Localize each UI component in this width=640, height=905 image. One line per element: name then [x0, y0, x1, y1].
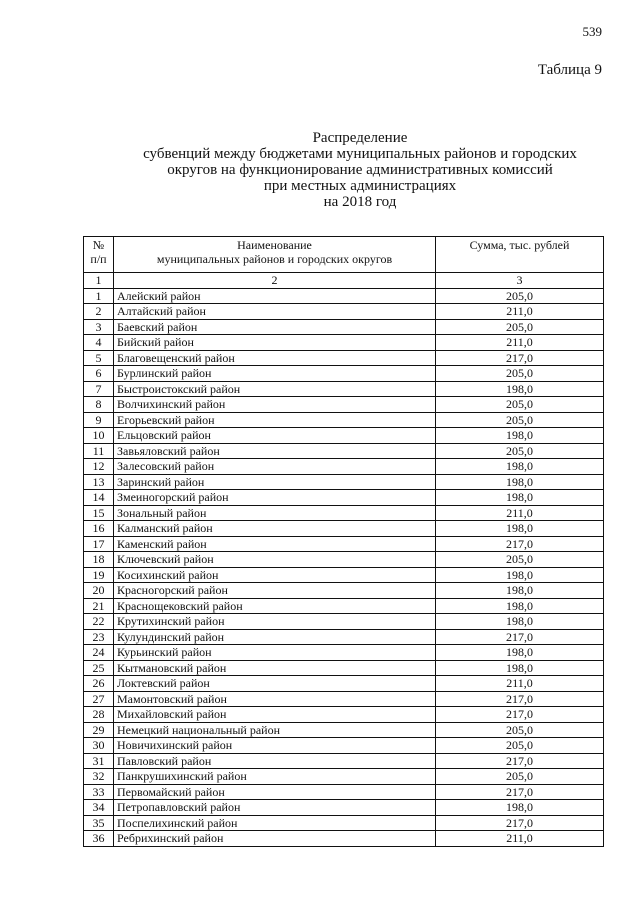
row-number: 14 [84, 490, 114, 506]
column-number: 3 [436, 273, 604, 289]
row-number: 15 [84, 505, 114, 521]
row-district-name: Новичихинский район [114, 738, 436, 754]
row-amount: 205,0 [436, 397, 604, 413]
table-row [84, 521, 604, 537]
row-district-name: Благовещенский район [114, 350, 436, 366]
table-row [84, 707, 604, 723]
row-amount: 217,0 [436, 707, 604, 723]
row-amount: 217,0 [436, 753, 604, 769]
row-amount: 205,0 [436, 288, 604, 304]
row-amount: 198,0 [436, 645, 604, 661]
row-amount: 205,0 [436, 552, 604, 568]
table-label: Таблица 9 [537, 62, 602, 78]
row-amount: 198,0 [436, 800, 604, 816]
table-row [84, 474, 604, 490]
row-district-name: Быстроистокский район [114, 381, 436, 397]
row-amount: 205,0 [436, 769, 604, 785]
row-number: 29 [84, 722, 114, 738]
table-row [84, 567, 604, 583]
table-row [84, 304, 604, 320]
row-district-name: Каменский район [114, 536, 436, 552]
row-number: 19 [84, 567, 114, 583]
table-row [84, 614, 604, 630]
row-number: 30 [84, 738, 114, 754]
row-amount: 211,0 [436, 335, 604, 351]
row-number: 21 [84, 598, 114, 614]
table-row [84, 676, 604, 692]
table-row [84, 753, 604, 769]
table-row [84, 459, 604, 475]
row-number: 12 [84, 459, 114, 475]
row-number: 28 [84, 707, 114, 723]
row-number: 22 [84, 614, 114, 630]
heading-line: округов на функционирование административных комиссий [167, 162, 553, 178]
header-name-line1: Наименование [237, 238, 312, 252]
heading-line: субвенций между бюджетами муниципальных районов и городских [143, 146, 577, 162]
row-district-name: Волчихинский район [114, 397, 436, 413]
row-number: 7 [84, 381, 114, 397]
row-number: 23 [84, 629, 114, 645]
header-name [114, 237, 436, 273]
header-sum: Сумма, тыс. рублей [436, 237, 604, 273]
row-number: 34 [84, 800, 114, 816]
row-number: 9 [84, 412, 114, 428]
row-amount: 205,0 [436, 738, 604, 754]
row-amount: 217,0 [436, 629, 604, 645]
row-district-name: Павловский район [114, 753, 436, 769]
table-row [84, 319, 604, 335]
row-amount: 211,0 [436, 831, 604, 847]
row-district-name: Калманский район [114, 521, 436, 537]
heading-line: на 2018 год [323, 194, 397, 210]
row-amount: 198,0 [436, 583, 604, 599]
row-amount: 198,0 [436, 428, 604, 444]
row-district-name: Красногорский район [114, 583, 436, 599]
row-district-name: Егорьевский район [114, 412, 436, 428]
table-row [84, 800, 604, 816]
table-row [84, 412, 604, 428]
row-amount: 217,0 [436, 691, 604, 707]
row-district-name: Локтевский район [114, 676, 436, 692]
table-row [84, 738, 604, 754]
subvention-table [83, 236, 604, 847]
row-district-name: Алтайский район [114, 304, 436, 320]
row-district-name: Мамонтовский район [114, 691, 436, 707]
row-district-name: Змеиногорский район [114, 490, 436, 506]
table-row [84, 428, 604, 444]
table-row [84, 381, 604, 397]
row-amount: 198,0 [436, 660, 604, 676]
row-district-name: Петропавловский район [114, 800, 436, 816]
document-heading [80, 130, 640, 210]
row-district-name: Завьяловский район [114, 443, 436, 459]
row-number: 11 [84, 443, 114, 459]
table-row [84, 505, 604, 521]
row-amount: 211,0 [436, 676, 604, 692]
row-number: 4 [84, 335, 114, 351]
row-number: 31 [84, 753, 114, 769]
table-row [84, 629, 604, 645]
row-district-name: Панкрушихинский район [114, 769, 436, 785]
row-number: 24 [84, 645, 114, 661]
row-number: 36 [84, 831, 114, 847]
row-district-name: Поспелихинский район [114, 815, 436, 831]
row-amount: 198,0 [436, 567, 604, 583]
table-row [84, 660, 604, 676]
row-amount: 217,0 [436, 350, 604, 366]
column-number-row [84, 273, 604, 289]
row-number: 13 [84, 474, 114, 490]
row-district-name: Зональный район [114, 505, 436, 521]
table-row [84, 598, 604, 614]
row-district-name: Краснощековский район [114, 598, 436, 614]
heading-line: Распределение [312, 130, 408, 146]
row-number: 10 [84, 428, 114, 444]
row-amount: 198,0 [436, 459, 604, 475]
page-number: 539 [582, 24, 602, 39]
table-row [84, 397, 604, 413]
table-header-row [84, 237, 604, 273]
row-district-name: Бийский район [114, 335, 436, 351]
header-number-line2: п/п [90, 252, 107, 266]
table-row [84, 443, 604, 459]
table-row [84, 288, 604, 304]
header-number-line1: № [92, 238, 105, 252]
column-number: 1 [84, 273, 114, 289]
table-body [84, 273, 604, 847]
table-row [84, 815, 604, 831]
row-amount: 217,0 [436, 536, 604, 552]
table-row [84, 350, 604, 366]
table-row [84, 831, 604, 847]
row-district-name: Курьинский район [114, 645, 436, 661]
table-row [84, 335, 604, 351]
row-district-name: Ключевский район [114, 552, 436, 568]
row-amount: 211,0 [436, 304, 604, 320]
table-row [84, 784, 604, 800]
row-district-name: Ребрихинский район [114, 831, 436, 847]
row-amount: 205,0 [436, 319, 604, 335]
row-district-name: Кытмановский район [114, 660, 436, 676]
row-district-name: Крутихинский район [114, 614, 436, 630]
row-district-name: Первомайский район [114, 784, 436, 800]
row-amount: 211,0 [436, 505, 604, 521]
row-district-name: Михайловский район [114, 707, 436, 723]
row-number: 16 [84, 521, 114, 537]
table-row [84, 583, 604, 599]
row-number: 6 [84, 366, 114, 382]
row-amount: 198,0 [436, 490, 604, 506]
row-amount: 217,0 [436, 784, 604, 800]
row-number: 3 [84, 319, 114, 335]
row-amount: 217,0 [436, 815, 604, 831]
row-district-name: Немецкий национальный район [114, 722, 436, 738]
row-district-name: Кулундинский район [114, 629, 436, 645]
row-amount: 198,0 [436, 598, 604, 614]
table-row [84, 769, 604, 785]
row-number: 32 [84, 769, 114, 785]
header-name-line2: муниципальных районов и городских округов [156, 252, 393, 266]
row-district-name: Залесовский район [114, 459, 436, 475]
table-row [84, 691, 604, 707]
row-amount: 205,0 [436, 443, 604, 459]
row-number: 35 [84, 815, 114, 831]
row-number: 33 [84, 784, 114, 800]
row-number: 8 [84, 397, 114, 413]
table-row [84, 645, 604, 661]
row-number: 1 [84, 288, 114, 304]
row-amount: 198,0 [436, 381, 604, 397]
row-number: 5 [84, 350, 114, 366]
row-amount: 205,0 [436, 722, 604, 738]
row-district-name: Косихинский район [114, 567, 436, 583]
table-row [84, 490, 604, 506]
row-number: 17 [84, 536, 114, 552]
row-number: 2 [84, 304, 114, 320]
row-number: 27 [84, 691, 114, 707]
row-district-name: Баевский район [114, 319, 436, 335]
row-amount: 198,0 [436, 521, 604, 537]
header-number [84, 237, 114, 273]
row-district-name: Бурлинский район [114, 366, 436, 382]
row-district-name: Алейский район [114, 288, 436, 304]
row-number: 18 [84, 552, 114, 568]
row-amount: 198,0 [436, 474, 604, 490]
table-row [84, 536, 604, 552]
table-row [84, 552, 604, 568]
row-number: 26 [84, 676, 114, 692]
table-row [84, 366, 604, 382]
row-district-name: Заринский район [114, 474, 436, 490]
row-number: 25 [84, 660, 114, 676]
row-amount: 205,0 [436, 366, 604, 382]
column-number: 2 [114, 273, 436, 289]
row-amount: 205,0 [436, 412, 604, 428]
row-amount: 198,0 [436, 614, 604, 630]
table-row [84, 722, 604, 738]
heading-line: при местных администрациях [263, 178, 457, 194]
row-district-name: Ельцовский район [114, 428, 436, 444]
row-number: 20 [84, 583, 114, 599]
